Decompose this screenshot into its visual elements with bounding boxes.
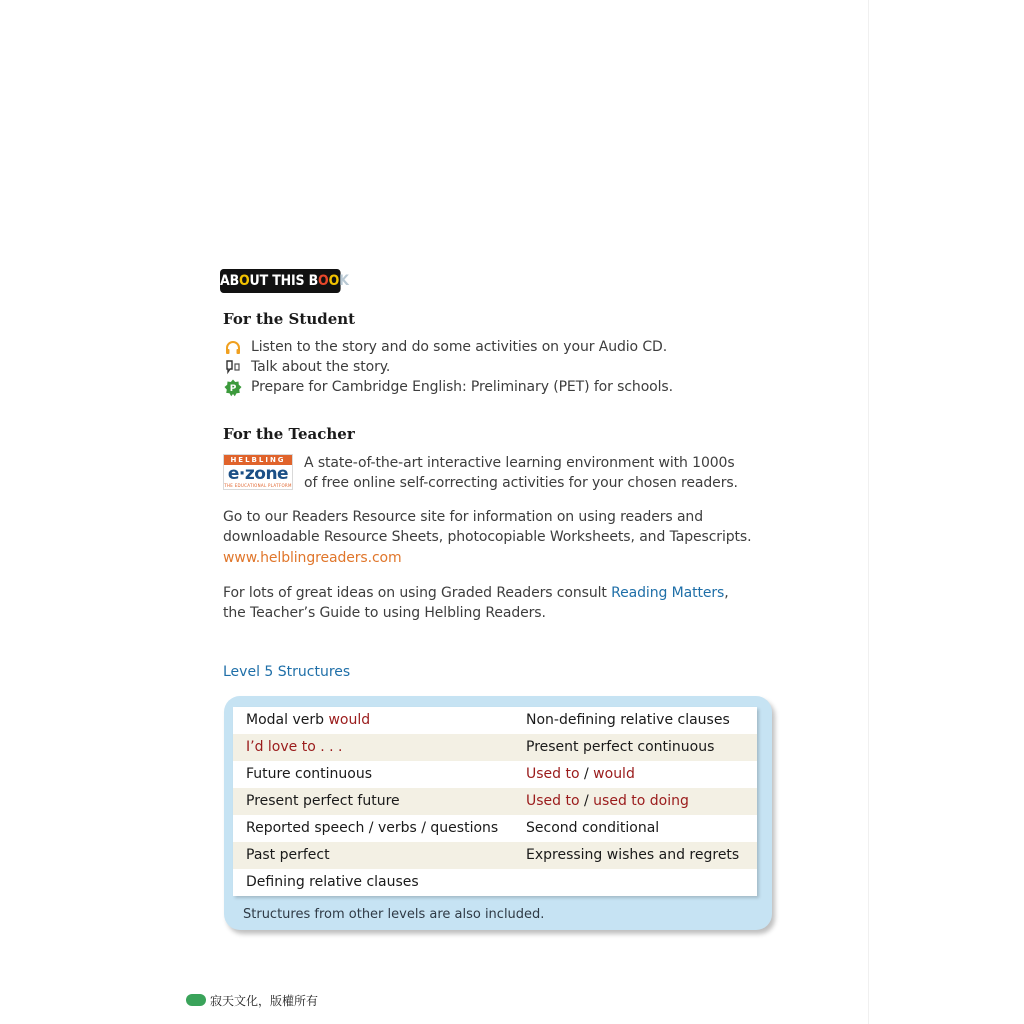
structure-text: Defining relative clauses — [246, 874, 419, 890]
structure-cell-left — [246, 815, 498, 842]
structure-cell-left — [246, 734, 342, 761]
structure-text: Modal verb — [246, 712, 329, 728]
structure-text: Future continuous — [246, 766, 373, 782]
tag-part: AB — [220, 273, 239, 289]
structure-text: / — [579, 766, 594, 782]
ideas-suffix: , — [724, 585, 729, 601]
structure-cell-right — [526, 707, 730, 734]
structures-note: Structures from other levels are also included. — [243, 907, 545, 922]
reading-matters-link[interactable]: Reading Matters — [611, 585, 725, 601]
table-row — [233, 869, 757, 896]
helbling-ezone-logo — [223, 454, 293, 490]
structure-cell-left — [246, 707, 370, 734]
structure-text: Second conditional — [526, 820, 660, 836]
structure-cell-right — [526, 788, 689, 815]
structure-cell-right — [526, 761, 635, 788]
structure-cell-right — [526, 734, 714, 761]
cambridge-p-badge-icon — [224, 379, 242, 397]
tag-part: O — [238, 273, 250, 289]
student-item-audio: Listen to the story and do some activities on your Audio CD. — [251, 339, 668, 355]
structure-text: Past perfect — [246, 847, 330, 863]
tag-part: UT THIS B — [249, 273, 319, 289]
helbling-readers-link[interactable]: www.helblingreaders.com — [223, 550, 402, 566]
ezone-logo-top: HELBLING — [224, 455, 292, 465]
structure-text: used to doing — [593, 793, 689, 809]
tag-part: K — [339, 273, 349, 289]
structures-table — [233, 707, 757, 896]
structure-text: Reported speech / verbs / questions — [246, 820, 499, 836]
structure-text: Non-defining relative clauses — [526, 712, 730, 728]
structure-text: Present perfect future — [246, 793, 400, 809]
ezone-logo-sub: THE EDUCATIONAL PLATFORM — [224, 483, 292, 488]
structure-text: Used to — [526, 793, 580, 809]
student-item-cambridge: Prepare for Cambridge English: Preliminary (PET) for schools. — [251, 379, 673, 395]
resource-description-line: downloadable Resource Sheets, photocopiable Worksheets, and Tapescripts. — [223, 529, 752, 545]
structure-text: would — [328, 712, 371, 728]
table-row — [233, 734, 757, 761]
speech-icon — [224, 359, 242, 377]
teacher-heading: For the Teacher — [223, 425, 355, 443]
student-item-talk: Talk about the story. — [251, 359, 391, 375]
headphones-icon — [224, 339, 242, 357]
svg-text:P: P — [229, 384, 237, 395]
publisher-watermark — [186, 990, 318, 1010]
about-this-book-tag — [220, 269, 349, 293]
structure-cell-left — [246, 869, 419, 896]
ezone-logo-main: e·zone — [227, 464, 289, 484]
structure-cell-left — [246, 761, 372, 788]
publisher-text: 寂天文化，版權所有 — [210, 993, 319, 1008]
structure-text: / — [579, 793, 594, 809]
tag-part: O — [318, 273, 329, 289]
ideas-line-2: the Teacher’s Guide to using Helbling Readers. — [223, 605, 546, 621]
structure-cell-left — [246, 788, 400, 815]
structure-cell-left — [246, 842, 330, 869]
structure-text: would — [593, 766, 635, 782]
table-row — [233, 815, 757, 842]
structure-cell-right — [526, 815, 659, 842]
structure-text: Expressing wishes and regrets — [526, 847, 740, 863]
ideas-line-1 — [223, 585, 729, 601]
table-row — [233, 842, 757, 869]
resource-description-line: Go to our Readers Resource site for information on using readers and — [223, 509, 703, 525]
table-row — [233, 707, 757, 734]
structure-text: Present perfect continuous — [526, 739, 715, 755]
ezone-description-line: A state-of-the-art interactive learning environment with 1000s — [304, 455, 735, 471]
ideas-prefix: For lots of great ideas on using Graded Readers consult — [223, 585, 612, 601]
ezone-description-line: of free online self-correcting activities for your chosen readers. — [304, 475, 738, 491]
tag-part: O — [328, 273, 340, 289]
table-row — [233, 788, 757, 815]
structure-text: Used to — [526, 766, 580, 782]
publisher-logo-icon — [186, 994, 206, 1006]
structure-cell-right — [526, 842, 739, 869]
student-heading: For the Student — [223, 310, 356, 328]
page-edge-divider — [868, 0, 869, 1024]
structure-text: I’d love to . . . — [246, 739, 343, 755]
structures-heading: Level 5 Structures — [223, 664, 351, 680]
table-row — [233, 761, 757, 788]
